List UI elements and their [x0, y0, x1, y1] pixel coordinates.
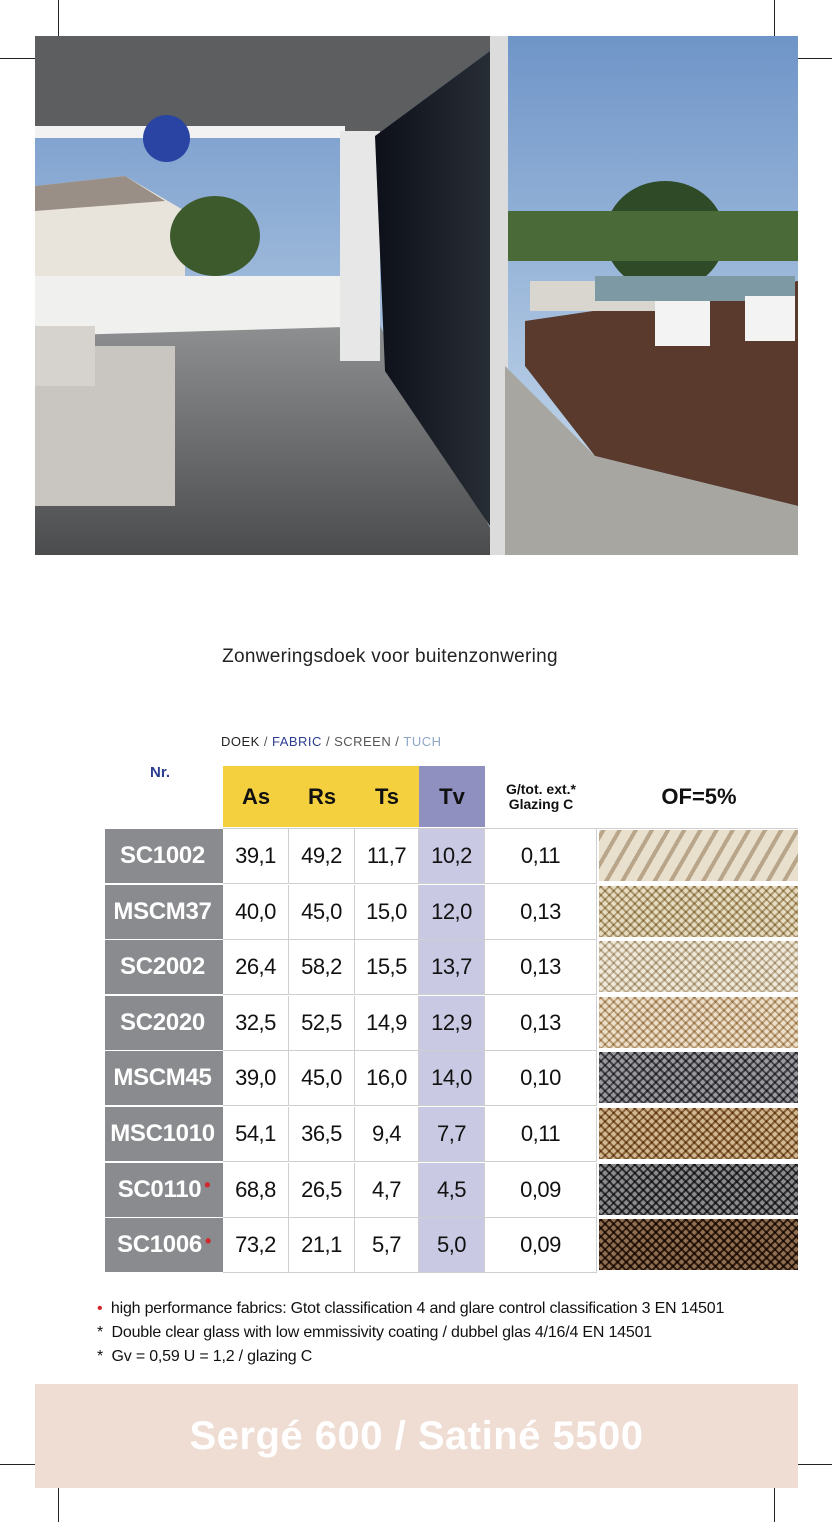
hero-photo [35, 36, 798, 555]
crop-mark [58, 1482, 59, 1522]
fabric-swatch [599, 1108, 798, 1159]
fabric-code-text: SC2002 [120, 953, 205, 981]
cell-ts: 16,0 [355, 1051, 419, 1106]
cell-as: 40,0 [223, 885, 289, 940]
cell-tv: 12,9 [419, 996, 485, 1051]
high-performance-mark: • [204, 1175, 211, 1196]
cell-rs: 58,2 [289, 940, 355, 995]
table-row [105, 996, 798, 1051]
table-row [105, 1218, 798, 1273]
crop-mark [58, 0, 59, 40]
footnote-3-text: Gv = 0,59 U = 1,2 / glazing C [111, 1348, 313, 1365]
cell-rs: 36,5 [289, 1107, 355, 1162]
table-row [105, 940, 798, 995]
fabric-swatch [599, 1219, 798, 1270]
crop-mark [774, 1482, 775, 1522]
table-row [105, 1107, 798, 1162]
fabric-code-text: SC2020 [120, 1008, 205, 1036]
cell-ts: 11,7 [355, 829, 419, 884]
footnote-2 [97, 1324, 652, 1342]
cell-g: 0,13 [485, 885, 597, 940]
header-as: As [223, 766, 289, 827]
footnote-1-text: high performance fabrics: Gtot classification 4 and glare control classification 3 EN 14501 [110, 1300, 725, 1317]
high-performance-mark: • [204, 1230, 211, 1251]
cell-tv: 5,0 [419, 1218, 485, 1273]
lang-screen: SCREEN [334, 734, 392, 749]
fabric-swatch [599, 997, 798, 1048]
accent-dot [143, 115, 190, 162]
cell-g: 0,11 [485, 1107, 597, 1162]
cell-g: 0,13 [485, 996, 597, 1051]
fabric-code-text: SC1006 [117, 1231, 202, 1259]
cell-g: 0,09 [485, 1163, 597, 1218]
footnote-1 [97, 1300, 724, 1318]
cell-rs: 26,5 [289, 1163, 355, 1218]
page-subtitle: Zonweringsdoek voor buitenzonwering [222, 646, 558, 667]
fabric-code [105, 829, 223, 884]
crop-mark [792, 1464, 832, 1465]
crop-mark [792, 58, 832, 59]
fabric-code [105, 996, 223, 1051]
cell-rs: 49,2 [289, 829, 355, 884]
crop-mark [774, 0, 775, 40]
cell-tv: 10,2 [419, 829, 485, 884]
fabric-code [105, 1107, 223, 1162]
cell-ts: 4,7 [355, 1163, 419, 1218]
cell-g: 0,13 [485, 940, 597, 995]
cell-tv: 14,0 [419, 1051, 485, 1106]
banner-title: Sergé 600 / Satiné 5500 [189, 1413, 644, 1458]
cell-ts: 9,4 [355, 1107, 419, 1162]
header-gtot [485, 766, 597, 827]
lang-tuch: TUCH [403, 734, 442, 749]
fabric-swatch [599, 941, 798, 992]
cell-as: 73,2 [223, 1218, 289, 1273]
cell-g: 0,09 [485, 1218, 597, 1273]
table-row [105, 829, 798, 884]
crop-mark [0, 58, 40, 59]
header-ts: Ts [355, 766, 419, 827]
footnote-3 [97, 1348, 312, 1366]
cell-ts: 15,0 [355, 885, 419, 940]
header-tv: Tv [419, 766, 485, 827]
fabric-swatch [599, 1052, 798, 1103]
product-banner [35, 1384, 798, 1488]
lang-separator: / [395, 734, 400, 749]
header-gtot-line1: G/tot. ext.* [505, 780, 576, 797]
cell-ts: 14,9 [355, 996, 419, 1051]
cell-g: 0,10 [485, 1051, 597, 1106]
cell-as: 39,0 [223, 1051, 289, 1106]
fabric-swatch [599, 886, 798, 937]
table-row [105, 885, 798, 940]
table-row [105, 1163, 798, 1218]
nr-label: Nr. [150, 764, 171, 781]
cell-as: 68,8 [223, 1163, 289, 1218]
crop-mark [0, 1464, 40, 1465]
cell-as: 32,5 [223, 996, 289, 1051]
footnote-star: * [97, 1324, 104, 1341]
header-openness-factor: OF=5% [661, 783, 737, 809]
language-labels [221, 734, 441, 749]
cell-rs: 21,1 [289, 1218, 355, 1273]
footnote-star: * [97, 1348, 104, 1365]
cell-g: 0,11 [485, 829, 597, 884]
fabric-code [105, 940, 223, 995]
cell-as: 39,1 [223, 829, 289, 884]
header-rs: Rs [289, 766, 355, 827]
cell-tv: 13,7 [419, 940, 485, 995]
fabric-code-text: MSCM45 [113, 1064, 212, 1092]
cell-rs: 52,5 [289, 996, 355, 1051]
cell-as: 26,4 [223, 940, 289, 995]
fabric-code-text: MSC1010 [110, 1120, 215, 1147]
cell-tv: 7,7 [419, 1107, 485, 1162]
fabric-code-text: SC0110 [117, 1175, 202, 1203]
fabric-code [105, 1051, 223, 1106]
lang-doek: DOEK [221, 734, 260, 749]
header-gtot-line2: Glazing C [508, 795, 574, 812]
lang-fabric: FABRIC [271, 734, 322, 749]
cell-ts: 5,7 [355, 1218, 419, 1273]
fabric-swatch [599, 830, 798, 881]
fabric-code [105, 1163, 223, 1218]
fabric-code-text: SC1002 [120, 842, 205, 869]
fabric-code [105, 1218, 223, 1273]
cell-rs: 45,0 [289, 1051, 355, 1106]
lang-separator: / [325, 734, 331, 749]
cell-ts: 15,5 [355, 940, 419, 995]
fabric-swatch [599, 1164, 798, 1215]
table-row [105, 1051, 798, 1106]
cell-as: 54,1 [223, 1107, 289, 1162]
cell-rs: 45,0 [289, 885, 355, 940]
footnote-2-text: Double clear glass with low emmissivity coating / dubbel glas 4/16/4 EN 14501 [111, 1324, 652, 1341]
footnote-bullet: • [97, 1300, 103, 1317]
fabric-code-text: MSCM37 [113, 897, 212, 925]
fabric-code [105, 885, 223, 940]
lang-separator: / [263, 734, 268, 749]
cell-tv: 4,5 [419, 1163, 485, 1218]
cell-tv: 12,0 [419, 885, 485, 940]
